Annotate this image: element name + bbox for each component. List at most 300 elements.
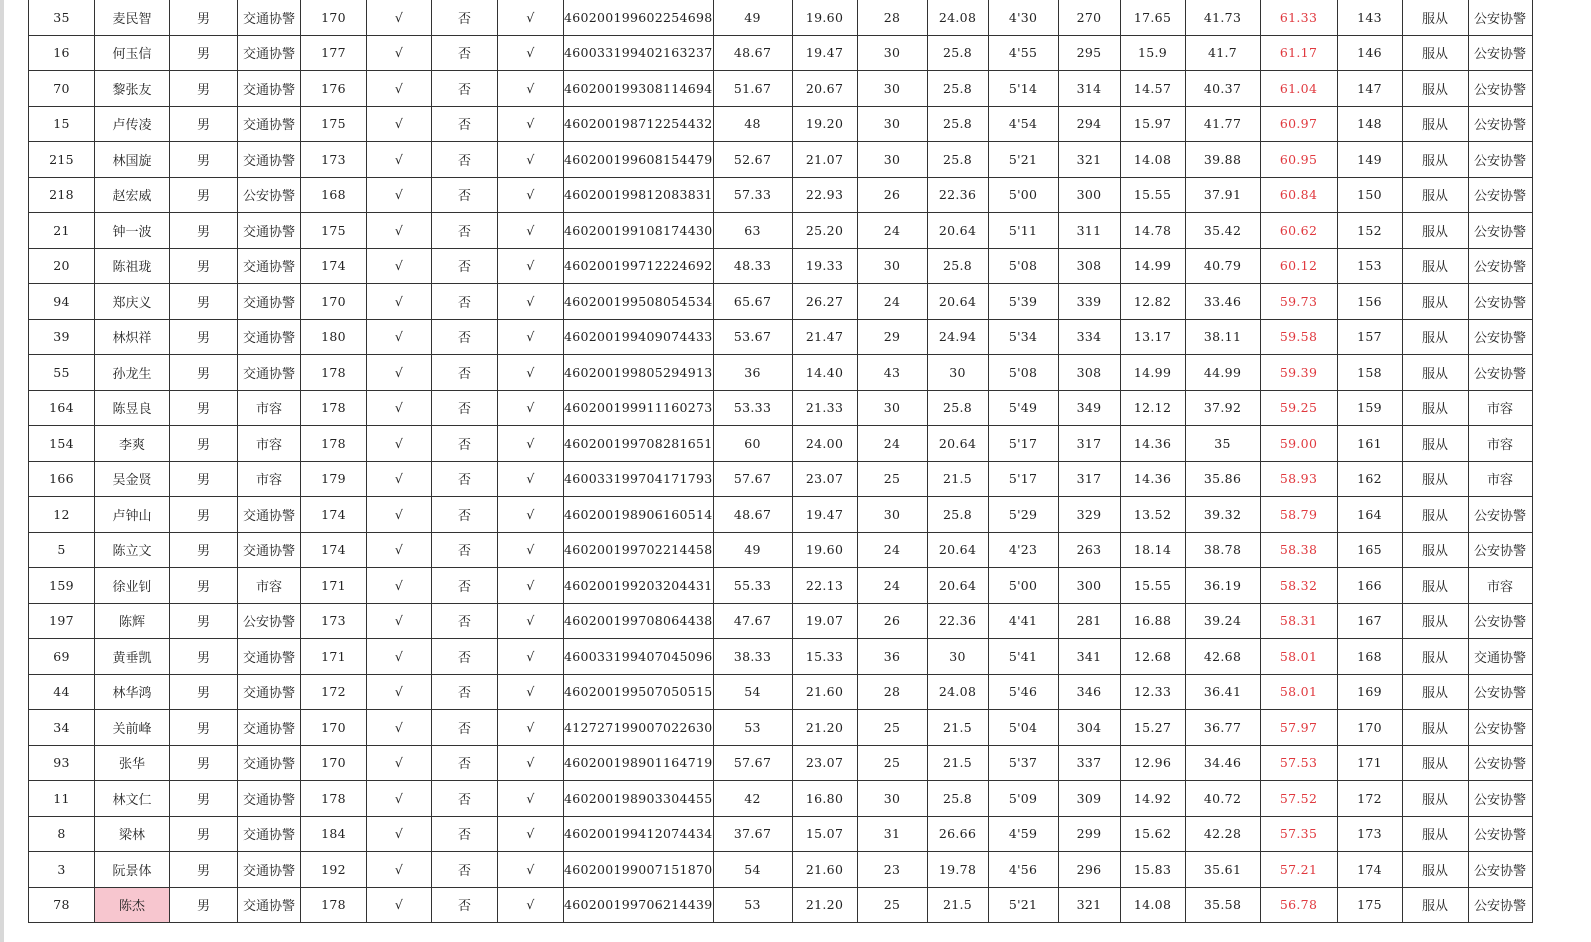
cell-id-number[interactable]: 460200199508054534	[564, 284, 714, 320]
cell-rank[interactable]: 150	[1337, 177, 1402, 213]
cell-choice[interactable]: 否	[432, 603, 498, 639]
cell-check-a[interactable]: √	[367, 852, 432, 888]
cell-score-1-weighted[interactable]: 16.80	[792, 781, 857, 817]
cell-run-score[interactable]: 14.08	[1120, 142, 1185, 178]
cell-id-number[interactable]: 460033199402163237	[564, 35, 714, 71]
cell-run-score[interactable]: 15.97	[1120, 106, 1185, 142]
cell-score-2-weighted[interactable]: 30	[927, 355, 988, 391]
cell-score-2[interactable]: 25	[857, 887, 927, 923]
cell-check-b[interactable]: √	[498, 603, 564, 639]
cell-post[interactable]: 公安协警	[238, 177, 301, 213]
cell-check-b[interactable]: √	[498, 284, 564, 320]
cell-post[interactable]: 交通协警	[238, 319, 301, 355]
cell-height[interactable]: 178	[301, 390, 367, 426]
cell-gender[interactable]: 男	[170, 355, 238, 391]
cell-run-score[interactable]: 15.9	[1120, 35, 1185, 71]
cell-subtotal[interactable]: 39.24	[1185, 603, 1260, 639]
cell-subtotal[interactable]: 41.77	[1185, 106, 1260, 142]
cell-id-number[interactable]: 460200199412074434	[564, 816, 714, 852]
cell-run-score[interactable]: 12.96	[1120, 745, 1185, 781]
cell-check-b[interactable]: √	[498, 532, 564, 568]
cell-score-2-weighted[interactable]: 30	[927, 639, 988, 675]
cell-adjust[interactable]: 服从	[1402, 71, 1468, 107]
cell-rank[interactable]: 159	[1337, 390, 1402, 426]
cell-height[interactable]: 175	[301, 213, 367, 249]
cell-score-1-weighted[interactable]: 22.13	[792, 568, 857, 604]
cell-choice[interactable]: 否	[432, 461, 498, 497]
cell-id-number[interactable]: 460200198906160514	[564, 497, 714, 533]
cell-check-a[interactable]: √	[367, 674, 432, 710]
cell-height[interactable]: 178	[301, 426, 367, 462]
cell-height[interactable]: 172	[301, 674, 367, 710]
cell-check-b[interactable]: √	[498, 852, 564, 888]
cell-run-time[interactable]: 5'11	[988, 213, 1058, 249]
cell-name[interactable]: 林文仁	[95, 781, 170, 817]
cell-check-b[interactable]: √	[498, 674, 564, 710]
cell-subtotal[interactable]: 39.32	[1185, 497, 1260, 533]
cell-check-a[interactable]: √	[367, 248, 432, 284]
cell-run-seconds[interactable]: 321	[1058, 887, 1120, 923]
cell-subtotal[interactable]: 35.86	[1185, 461, 1260, 497]
cell-seq[interactable]: 11	[29, 781, 95, 817]
cell-score-1-weighted[interactable]: 19.60	[792, 532, 857, 568]
cell-adjust[interactable]: 服从	[1402, 177, 1468, 213]
cell-check-a[interactable]: √	[367, 177, 432, 213]
cell-run-score[interactable]: 14.99	[1120, 355, 1185, 391]
cell-post[interactable]: 交通协警	[238, 355, 301, 391]
cell-score-2-weighted[interactable]: 24.94	[927, 319, 988, 355]
cell-score-1[interactable]: 49	[713, 532, 792, 568]
cell-total-score[interactable]: 60.97	[1260, 106, 1337, 142]
cell-check-a[interactable]: √	[367, 532, 432, 568]
cell-check-a[interactable]: √	[367, 710, 432, 746]
cell-check-b[interactable]: √	[498, 142, 564, 178]
cell-check-b[interactable]: √	[498, 248, 564, 284]
cell-check-a[interactable]: √	[367, 213, 432, 249]
cell-height[interactable]: 178	[301, 355, 367, 391]
cell-assigned-post[interactable]: 公安协警	[1468, 710, 1532, 746]
cell-score-1[interactable]: 65.67	[713, 284, 792, 320]
cell-post[interactable]: 市容	[238, 390, 301, 426]
cell-height[interactable]: 174	[301, 248, 367, 284]
cell-subtotal[interactable]: 36.77	[1185, 710, 1260, 746]
cell-choice[interactable]: 否	[432, 674, 498, 710]
cell-subtotal[interactable]: 34.46	[1185, 745, 1260, 781]
cell-id-number[interactable]: 460200199805294913	[564, 355, 714, 391]
table-row[interactable]	[29, 106, 1533, 142]
cell-score-2-weighted[interactable]: 22.36	[927, 177, 988, 213]
cell-seq[interactable]: 44	[29, 674, 95, 710]
cell-run-time[interactable]: 5'39	[988, 284, 1058, 320]
cell-run-time[interactable]: 5'37	[988, 745, 1058, 781]
cell-rank[interactable]: 171	[1337, 745, 1402, 781]
cell-subtotal[interactable]: 35.58	[1185, 887, 1260, 923]
cell-height[interactable]: 192	[301, 852, 367, 888]
cell-gender[interactable]: 男	[170, 568, 238, 604]
table-row[interactable]	[29, 71, 1533, 107]
cell-gender[interactable]: 男	[170, 426, 238, 462]
cell-total-score[interactable]: 57.97	[1260, 710, 1337, 746]
cell-total-score[interactable]: 58.32	[1260, 568, 1337, 604]
cell-run-time[interactable]: 5'00	[988, 568, 1058, 604]
cell-assigned-post[interactable]: 公安协警	[1468, 319, 1532, 355]
cell-height[interactable]: 174	[301, 497, 367, 533]
cell-id-number[interactable]: 460200199308114694	[564, 71, 714, 107]
cell-id-number[interactable]: 460200199706214439	[564, 887, 714, 923]
cell-check-b[interactable]: √	[498, 355, 564, 391]
cell-seq[interactable]: 159	[29, 568, 95, 604]
cell-run-seconds[interactable]: 346	[1058, 674, 1120, 710]
cell-run-score[interactable]: 14.78	[1120, 213, 1185, 249]
cell-score-1[interactable]: 53.67	[713, 319, 792, 355]
cell-run-time[interactable]: 5'09	[988, 781, 1058, 817]
cell-score-1[interactable]: 53	[713, 710, 792, 746]
cell-check-a[interactable]: √	[367, 0, 432, 35]
cell-score-1[interactable]: 36	[713, 355, 792, 391]
cell-id-number[interactable]: 460033199407045096	[564, 639, 714, 675]
cell-score-2[interactable]: 28	[857, 674, 927, 710]
cell-rank[interactable]: 148	[1337, 106, 1402, 142]
cell-run-seconds[interactable]: 308	[1058, 248, 1120, 284]
cell-check-b[interactable]: √	[498, 106, 564, 142]
cell-name[interactable]: 麦民智	[95, 0, 170, 35]
cell-check-a[interactable]: √	[367, 497, 432, 533]
cell-height[interactable]: 173	[301, 603, 367, 639]
cell-subtotal[interactable]: 44.99	[1185, 355, 1260, 391]
cell-choice[interactable]: 否	[432, 142, 498, 178]
cell-total-score[interactable]: 59.39	[1260, 355, 1337, 391]
cell-run-seconds[interactable]: 300	[1058, 568, 1120, 604]
cell-seq[interactable]: 34	[29, 710, 95, 746]
cell-adjust[interactable]: 服从	[1402, 781, 1468, 817]
cell-score-1-weighted[interactable]: 15.07	[792, 816, 857, 852]
cell-subtotal[interactable]: 35.61	[1185, 852, 1260, 888]
cell-gender[interactable]: 男	[170, 887, 238, 923]
cell-height[interactable]: 174	[301, 532, 367, 568]
cell-choice[interactable]: 否	[432, 568, 498, 604]
cell-gender[interactable]: 男	[170, 0, 238, 35]
cell-name[interactable]: 陈立文	[95, 532, 170, 568]
cell-id-number[interactable]: 460200199203204431	[564, 568, 714, 604]
cell-run-seconds[interactable]: 295	[1058, 35, 1120, 71]
cell-seq[interactable]: 78	[29, 887, 95, 923]
cell-id-number[interactable]: 460200198712254432	[564, 106, 714, 142]
cell-run-time[interactable]: 5'46	[988, 674, 1058, 710]
cell-run-score[interactable]: 15.55	[1120, 568, 1185, 604]
cell-seq[interactable]: 94	[29, 284, 95, 320]
cell-assigned-post[interactable]: 市容	[1468, 461, 1532, 497]
cell-seq[interactable]: 166	[29, 461, 95, 497]
cell-score-2[interactable]: 25	[857, 710, 927, 746]
cell-adjust[interactable]: 服从	[1402, 390, 1468, 426]
cell-seq[interactable]: 55	[29, 355, 95, 391]
cell-adjust[interactable]: 服从	[1402, 568, 1468, 604]
cell-post[interactable]: 交通协警	[238, 745, 301, 781]
cell-score-2[interactable]: 43	[857, 355, 927, 391]
cell-gender[interactable]: 男	[170, 461, 238, 497]
cell-check-a[interactable]: √	[367, 71, 432, 107]
cell-assigned-post[interactable]: 公安协警	[1468, 71, 1532, 107]
cell-subtotal[interactable]: 37.91	[1185, 177, 1260, 213]
cell-post[interactable]: 交通协警	[238, 532, 301, 568]
cell-rank[interactable]: 162	[1337, 461, 1402, 497]
cell-run-time[interactable]: 5'00	[988, 177, 1058, 213]
cell-choice[interactable]: 否	[432, 745, 498, 781]
cell-seq[interactable]: 12	[29, 497, 95, 533]
cell-subtotal[interactable]: 41.7	[1185, 35, 1260, 71]
cell-name[interactable]: 钟一波	[95, 213, 170, 249]
cell-score-1-weighted[interactable]: 19.47	[792, 35, 857, 71]
cell-run-time[interactable]: 4'56	[988, 852, 1058, 888]
cell-id-number[interactable]: 460200199911160273	[564, 390, 714, 426]
cell-name[interactable]: 阮景体	[95, 852, 170, 888]
cell-name[interactable]: 陈祖珑	[95, 248, 170, 284]
cell-score-2[interactable]: 24	[857, 284, 927, 320]
cell-gender[interactable]: 男	[170, 71, 238, 107]
cell-check-b[interactable]: √	[498, 319, 564, 355]
cell-gender[interactable]: 男	[170, 213, 238, 249]
cell-assigned-post[interactable]: 公安协警	[1468, 284, 1532, 320]
cell-post[interactable]: 交通协警	[238, 284, 301, 320]
cell-post[interactable]: 市容	[238, 461, 301, 497]
cell-seq[interactable]: 16	[29, 35, 95, 71]
cell-height[interactable]: 170	[301, 745, 367, 781]
cell-check-b[interactable]: √	[498, 639, 564, 675]
cell-total-score[interactable]: 59.00	[1260, 426, 1337, 462]
cell-id-number[interactable]: 460200199108174430	[564, 213, 714, 249]
cell-score-2[interactable]: 23	[857, 852, 927, 888]
cell-run-seconds[interactable]: 339	[1058, 284, 1120, 320]
cell-score-2-weighted[interactable]: 21.5	[927, 887, 988, 923]
cell-score-1-weighted[interactable]: 19.47	[792, 497, 857, 533]
cell-run-time[interactable]: 5'41	[988, 639, 1058, 675]
cell-subtotal[interactable]: 36.19	[1185, 568, 1260, 604]
cell-id-number[interactable]: 460200199608154479	[564, 142, 714, 178]
cell-run-time[interactable]: 5'17	[988, 461, 1058, 497]
cell-subtotal[interactable]: 40.37	[1185, 71, 1260, 107]
cell-assigned-post[interactable]: 公安协警	[1468, 852, 1532, 888]
cell-adjust[interactable]: 服从	[1402, 106, 1468, 142]
cell-rank[interactable]: 146	[1337, 35, 1402, 71]
cell-score-1[interactable]: 49	[713, 0, 792, 35]
cell-total-score[interactable]: 58.01	[1260, 674, 1337, 710]
cell-name[interactable]: 黄垂凯	[95, 639, 170, 675]
cell-run-seconds[interactable]: 311	[1058, 213, 1120, 249]
cell-rank[interactable]: 175	[1337, 887, 1402, 923]
cell-id-number[interactable]: 412727199007022630	[564, 710, 714, 746]
cell-score-1[interactable]: 54	[713, 674, 792, 710]
cell-score-2-weighted[interactable]: 25.8	[927, 142, 988, 178]
cell-total-score[interactable]: 58.01	[1260, 639, 1337, 675]
cell-run-time[interactable]: 5'08	[988, 355, 1058, 391]
cell-run-seconds[interactable]: 314	[1058, 71, 1120, 107]
cell-name[interactable]: 陈辉	[95, 603, 170, 639]
cell-run-seconds[interactable]: 296	[1058, 852, 1120, 888]
cell-adjust[interactable]: 服从	[1402, 710, 1468, 746]
cell-run-seconds[interactable]: 308	[1058, 355, 1120, 391]
cell-run-time[interactable]: 5'21	[988, 142, 1058, 178]
cell-score-2-weighted[interactable]: 21.5	[927, 710, 988, 746]
cell-choice[interactable]: 否	[432, 852, 498, 888]
cell-run-score[interactable]: 14.57	[1120, 71, 1185, 107]
cell-score-2[interactable]: 26	[857, 177, 927, 213]
cell-adjust[interactable]: 服从	[1402, 532, 1468, 568]
cell-check-b[interactable]: √	[498, 0, 564, 35]
cell-choice[interactable]: 否	[432, 213, 498, 249]
cell-score-2-weighted[interactable]: 25.8	[927, 248, 988, 284]
cell-score-2-weighted[interactable]: 24.08	[927, 0, 988, 35]
cell-height[interactable]: 177	[301, 35, 367, 71]
cell-adjust[interactable]: 服从	[1402, 284, 1468, 320]
cell-name[interactable]: 何玉信	[95, 35, 170, 71]
cell-post[interactable]: 交通协警	[238, 674, 301, 710]
cell-subtotal[interactable]: 39.88	[1185, 142, 1260, 178]
cell-assigned-post[interactable]: 公安协警	[1468, 674, 1532, 710]
cell-choice[interactable]: 否	[432, 284, 498, 320]
cell-check-a[interactable]: √	[367, 390, 432, 426]
table-row[interactable]	[29, 603, 1533, 639]
cell-subtotal[interactable]: 35.42	[1185, 213, 1260, 249]
cell-score-2-weighted[interactable]: 21.5	[927, 461, 988, 497]
cell-score-2[interactable]: 30	[857, 142, 927, 178]
table-row[interactable]	[29, 355, 1533, 391]
table-row[interactable]	[29, 497, 1533, 533]
cell-run-seconds[interactable]: 263	[1058, 532, 1120, 568]
cell-subtotal[interactable]: 37.92	[1185, 390, 1260, 426]
cell-check-a[interactable]: √	[367, 887, 432, 923]
cell-rank[interactable]: 158	[1337, 355, 1402, 391]
cell-id-number[interactable]: 460200199712224692	[564, 248, 714, 284]
cell-post[interactable]: 交通协警	[238, 710, 301, 746]
table-row[interactable]	[29, 816, 1533, 852]
cell-choice[interactable]: 否	[432, 71, 498, 107]
cell-check-b[interactable]: √	[498, 745, 564, 781]
cell-adjust[interactable]: 服从	[1402, 213, 1468, 249]
cell-id-number[interactable]: 460200199507050515	[564, 674, 714, 710]
cell-assigned-post[interactable]: 公安协警	[1468, 35, 1532, 71]
cell-run-score[interactable]: 15.62	[1120, 816, 1185, 852]
cell-seq[interactable]: 3	[29, 852, 95, 888]
cell-post[interactable]: 交通协警	[238, 887, 301, 923]
cell-height[interactable]: 168	[301, 177, 367, 213]
cell-score-1[interactable]: 53.33	[713, 390, 792, 426]
cell-gender[interactable]: 男	[170, 639, 238, 675]
cell-subtotal[interactable]: 36.41	[1185, 674, 1260, 710]
cell-name[interactable]: 林华鸿	[95, 674, 170, 710]
cell-post[interactable]: 交通协警	[238, 106, 301, 142]
cell-name[interactable]: 黎张友	[95, 71, 170, 107]
cell-seq[interactable]: 218	[29, 177, 95, 213]
cell-adjust[interactable]: 服从	[1402, 745, 1468, 781]
cell-score-1[interactable]: 48	[713, 106, 792, 142]
cell-run-seconds[interactable]: 281	[1058, 603, 1120, 639]
cell-assigned-post[interactable]: 公安协警	[1468, 497, 1532, 533]
cell-choice[interactable]: 否	[432, 639, 498, 675]
cell-seq[interactable]: 15	[29, 106, 95, 142]
cell-post[interactable]: 交通协警	[238, 248, 301, 284]
cell-adjust[interactable]: 服从	[1402, 426, 1468, 462]
cell-total-score[interactable]: 56.78	[1260, 887, 1337, 923]
cell-score-1-weighted[interactable]: 21.60	[792, 674, 857, 710]
cell-assigned-post[interactable]: 公安协警	[1468, 248, 1532, 284]
cell-score-2-weighted[interactable]: 20.64	[927, 532, 988, 568]
table-row[interactable]	[29, 852, 1533, 888]
cell-height[interactable]: 175	[301, 106, 367, 142]
cell-name[interactable]: 孙龙生	[95, 355, 170, 391]
cell-rank[interactable]: 172	[1337, 781, 1402, 817]
cell-assigned-post[interactable]: 市容	[1468, 426, 1532, 462]
table-row[interactable]	[29, 213, 1533, 249]
cell-run-score[interactable]: 14.99	[1120, 248, 1185, 284]
cell-check-b[interactable]: √	[498, 426, 564, 462]
cell-run-score[interactable]: 18.14	[1120, 532, 1185, 568]
cell-check-b[interactable]: √	[498, 71, 564, 107]
cell-seq[interactable]: 69	[29, 639, 95, 675]
cell-post[interactable]: 交通协警	[238, 781, 301, 817]
cell-check-a[interactable]: √	[367, 816, 432, 852]
cell-score-2[interactable]: 30	[857, 781, 927, 817]
cell-assigned-post[interactable]: 公安协警	[1468, 0, 1532, 35]
cell-name[interactable]: 张华	[95, 745, 170, 781]
cell-adjust[interactable]: 服从	[1402, 674, 1468, 710]
cell-id-number[interactable]: 460200199702214458	[564, 532, 714, 568]
cell-score-1-weighted[interactable]: 22.93	[792, 177, 857, 213]
cell-score-2-weighted[interactable]: 25.8	[927, 106, 988, 142]
cell-gender[interactable]: 男	[170, 852, 238, 888]
table-row[interactable]	[29, 142, 1533, 178]
cell-height[interactable]: 180	[301, 319, 367, 355]
cell-score-2[interactable]: 30	[857, 497, 927, 533]
cell-seq[interactable]: 197	[29, 603, 95, 639]
cell-total-score[interactable]: 61.33	[1260, 0, 1337, 35]
cell-total-score[interactable]: 59.25	[1260, 390, 1337, 426]
cell-check-b[interactable]: √	[498, 461, 564, 497]
cell-check-a[interactable]: √	[367, 355, 432, 391]
cell-run-time[interactable]: 5'17	[988, 426, 1058, 462]
cell-name[interactable]: 梁林	[95, 816, 170, 852]
cell-adjust[interactable]: 服从	[1402, 248, 1468, 284]
cell-score-2[interactable]: 25	[857, 745, 927, 781]
cell-seq[interactable]: 20	[29, 248, 95, 284]
cell-choice[interactable]: 否	[432, 0, 498, 35]
table-row[interactable]	[29, 461, 1533, 497]
cell-rank[interactable]: 164	[1337, 497, 1402, 533]
cell-total-score[interactable]: 57.35	[1260, 816, 1337, 852]
cell-run-time[interactable]: 4'54	[988, 106, 1058, 142]
table-row[interactable]	[29, 0, 1533, 35]
cell-seq[interactable]: 8	[29, 816, 95, 852]
cell-score-2-weighted[interactable]: 24.08	[927, 674, 988, 710]
table-row[interactable]	[29, 319, 1533, 355]
cell-score-2-weighted[interactable]: 25.8	[927, 35, 988, 71]
cell-run-seconds[interactable]: 337	[1058, 745, 1120, 781]
cell-height[interactable]: 184	[301, 816, 367, 852]
cell-check-a[interactable]: √	[367, 426, 432, 462]
cell-rank[interactable]: 167	[1337, 603, 1402, 639]
cell-post[interactable]: 交通协警	[238, 639, 301, 675]
cell-choice[interactable]: 否	[432, 177, 498, 213]
cell-height[interactable]: 176	[301, 71, 367, 107]
cell-gender[interactable]: 男	[170, 497, 238, 533]
cell-name[interactable]: 关前峰	[95, 710, 170, 746]
cell-score-2-weighted[interactable]: 20.64	[927, 213, 988, 249]
cell-assigned-post[interactable]: 交通协警	[1468, 639, 1532, 675]
cell-score-1[interactable]: 38.33	[713, 639, 792, 675]
cell-name[interactable]: 徐业钊	[95, 568, 170, 604]
table-row[interactable]	[29, 177, 1533, 213]
cell-check-a[interactable]: √	[367, 568, 432, 604]
cell-score-2[interactable]: 26	[857, 603, 927, 639]
